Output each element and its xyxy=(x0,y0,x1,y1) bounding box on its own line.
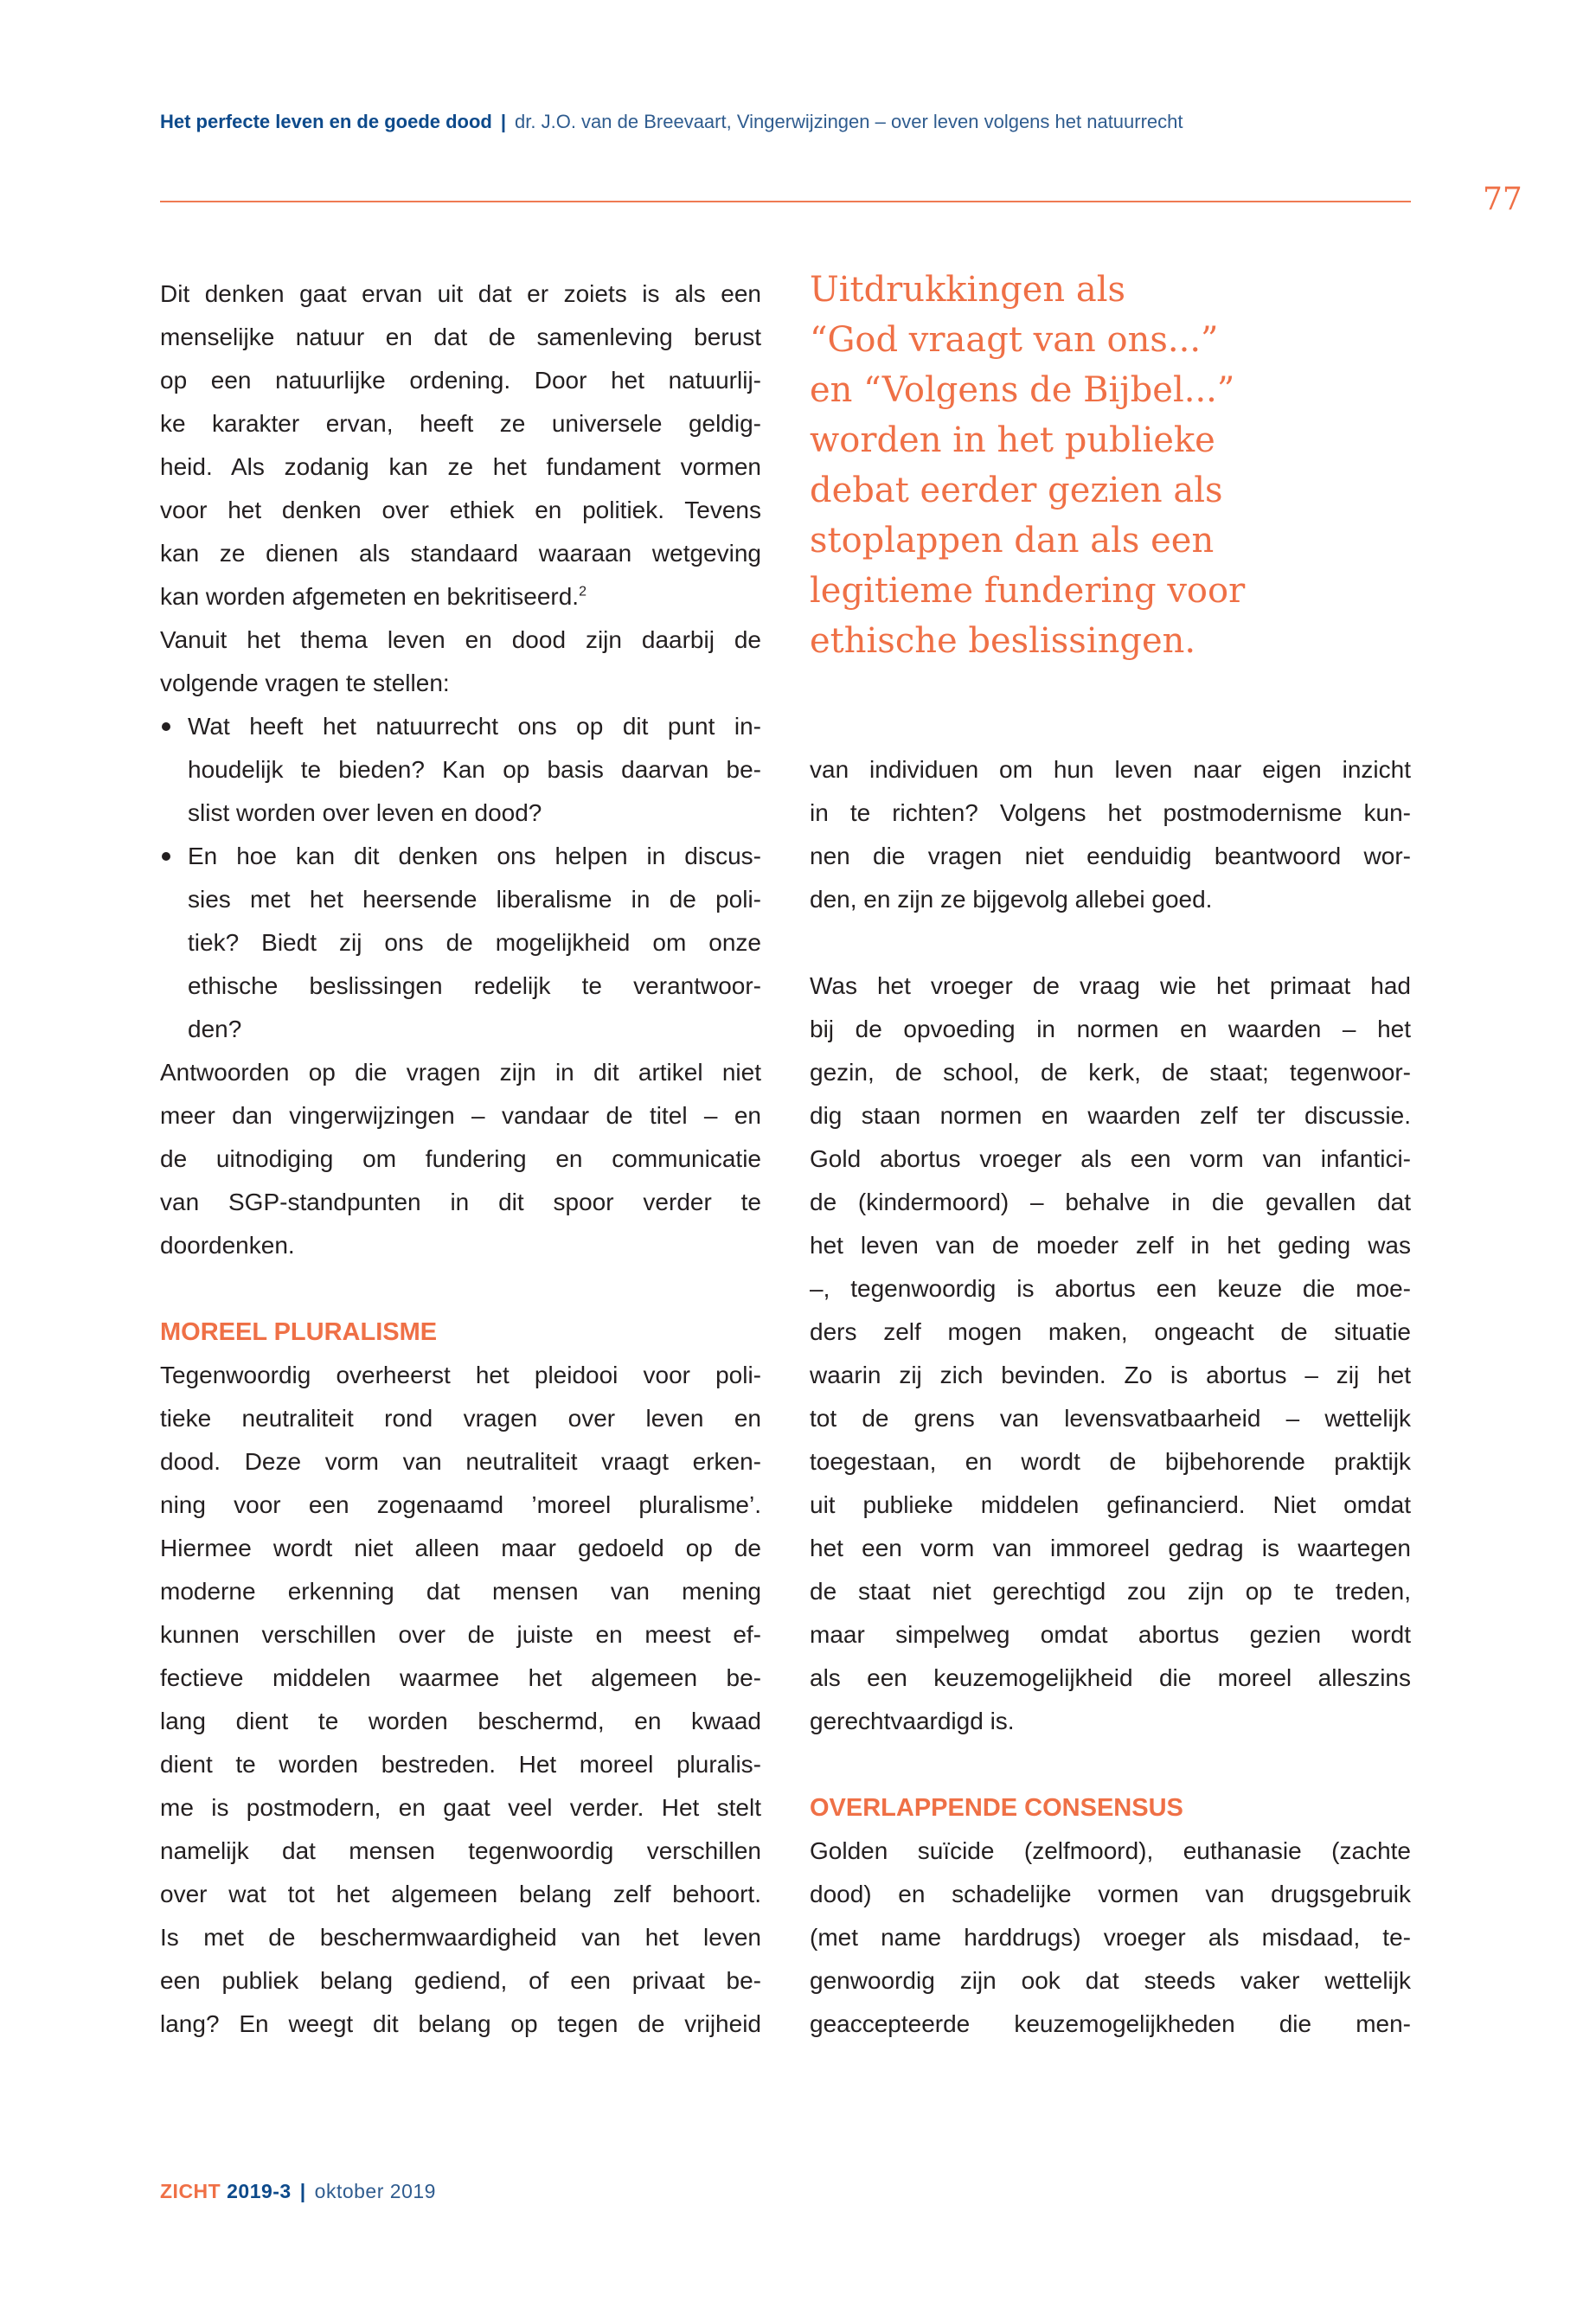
line-text: de uitnodiging om fundering en communicatie xyxy=(160,1145,761,1172)
line-text: houdelijk te bieden? Kan op basis daarvan be- xyxy=(188,756,761,783)
bullet-line xyxy=(160,835,761,878)
text-line xyxy=(160,402,761,445)
bullet-line xyxy=(160,792,761,835)
text-line xyxy=(810,1181,1411,1224)
pull-quote-line: Uitdrukkingen als xyxy=(810,270,1126,310)
line-text: ethische beslissingen redelijk te verantwoor- xyxy=(188,972,761,999)
text-line xyxy=(160,359,761,402)
text-line xyxy=(810,1008,1411,1051)
text-line xyxy=(160,1397,761,1440)
line-text: bij de opvoeding in normen en waarden – het xyxy=(810,1016,1411,1042)
text-line xyxy=(810,835,1411,878)
line-text: kan ze dienen als standaard waaraan wetgeving xyxy=(160,540,761,567)
text-line xyxy=(810,792,1411,835)
text-line xyxy=(810,1440,1411,1484)
text-line xyxy=(160,575,761,619)
text-line xyxy=(810,1311,1411,1354)
line-text: lang dient te worden beschermd, en kwaad xyxy=(160,1708,761,1734)
footer-separator: | xyxy=(299,2180,306,2202)
text-line xyxy=(160,1138,761,1181)
line-text: de (kindermoord) – behalve in die gevallen dat xyxy=(810,1189,1411,1215)
text-line xyxy=(160,1916,761,1959)
line-text: nen die vragen niet eenduidig beantwoord wor- xyxy=(810,843,1411,869)
text-line xyxy=(810,1613,1411,1657)
line-text: als een keuzemogelijkheid die moreel alleszins xyxy=(810,1664,1411,1691)
line-text: Antwoorden op die vragen zijn in dit artikel niet xyxy=(160,1059,761,1086)
text-line xyxy=(810,1224,1411,1267)
text-line xyxy=(160,1224,761,1267)
line-text: dig staan normen en waarden zelf ter discussie. xyxy=(810,1102,1411,1129)
line-text: geaccepteerde keuzemogelijkheden die men- xyxy=(810,2010,1411,2037)
text-line xyxy=(160,662,761,705)
bullet-line xyxy=(160,1008,761,1051)
line-text: Wat heeft het natuurrecht ons op dit punt in- xyxy=(188,713,761,740)
bullet-line xyxy=(160,748,761,792)
line-text: dient te worden bestreden. Het moreel pluralis- xyxy=(160,1751,761,1778)
text-line xyxy=(810,1094,1411,1138)
text-line xyxy=(810,1570,1411,1613)
footer xyxy=(160,2180,436,2203)
line-text: over wat tot het algemeen belang zelf behoort. xyxy=(160,1881,761,1907)
text-line xyxy=(810,2003,1411,2046)
line-text: –, tegenwoordig is abortus een keuze die moe- xyxy=(810,1275,1411,1302)
bullet-line xyxy=(160,921,761,965)
line-text: (met name harddrugs) vroeger als misdaad, te- xyxy=(810,1924,1411,1951)
line-text: voor het denken over ethiek en politiek. Tevens xyxy=(160,497,761,523)
line-text: dood) en schadelijke vormen van drugsgebruik xyxy=(810,1881,1411,1907)
text-line xyxy=(810,1873,1411,1916)
line-text: gerechtvaardigd is. xyxy=(810,1708,1015,1734)
text-line xyxy=(160,1959,761,2003)
line-text: Is met de beschermwaardigheid van het leven xyxy=(160,1924,761,1951)
pull-quote-line: legitieme fundering voor xyxy=(810,571,1246,611)
line-text: kunnen verschillen over de juiste en meest ef- xyxy=(160,1621,761,1648)
section-heading: MOREEL PLURALISME xyxy=(160,1318,438,1346)
line-text: menselijke natuur en dat de samenleving berust xyxy=(160,324,761,350)
text-line xyxy=(160,2003,761,2046)
text-line xyxy=(810,1354,1411,1397)
pull-quote xyxy=(810,265,1433,666)
text-line xyxy=(160,1743,761,1786)
text-line xyxy=(160,1354,761,1397)
line-text: sies met het heersende liberalisme in de poli- xyxy=(188,886,761,913)
line-text: volgende vragen te stellen: xyxy=(160,670,450,696)
text-line xyxy=(160,1440,761,1484)
bullet-icon xyxy=(162,722,170,731)
text-line xyxy=(160,532,761,575)
text-line xyxy=(160,272,761,316)
line-text: uit publieke middelen gefinancierd. Niet omdat xyxy=(810,1491,1411,1518)
text-line xyxy=(810,1916,1411,1959)
bullet-line xyxy=(160,705,761,748)
line-text: Golden suïcide (zelfmoord), euthanasie (zachte xyxy=(810,1837,1411,1864)
text-line xyxy=(810,1397,1411,1440)
page-number: 77 xyxy=(1483,182,1522,217)
header-title: Het perfecte leven en de goede dood xyxy=(160,111,492,132)
line-text: Vanuit het thema leven en dood zijn daarbij de xyxy=(160,626,761,653)
text-line xyxy=(810,1527,1411,1570)
text-line xyxy=(810,1830,1411,1873)
line-text: dood. Deze vorm van neutraliteit vraagt erken- xyxy=(160,1448,761,1475)
text-line xyxy=(160,489,761,532)
line-text: het een vorm van immoreel gedrag is waartegen xyxy=(810,1535,1411,1561)
text-line xyxy=(160,1613,761,1657)
line-text: heid. Als zodanig kan ze het fundament vormen xyxy=(160,453,761,480)
line-text: een publiek belang gediend, of een privaat be- xyxy=(160,1967,761,1994)
line-text: namelijk dat mensen tegenwoordig verschillen xyxy=(160,1837,761,1864)
line-text: in te richten? Volgens het postmodernisme kun- xyxy=(810,799,1411,826)
paragraph-gap xyxy=(810,1743,1411,1786)
line-text: ders zelf mogen maken, ongeacht de situatie xyxy=(810,1318,1411,1345)
text-line xyxy=(160,1570,761,1613)
text-line xyxy=(810,1138,1411,1181)
footer-date: oktober 2019 xyxy=(314,2180,436,2202)
text-line xyxy=(160,619,761,662)
line-text: waarin zij zich bevinden. Zo is abortus – zij het xyxy=(810,1362,1411,1388)
footer-issue: 2019-3 xyxy=(227,2180,292,2202)
footnote-marker: 2 xyxy=(579,584,586,599)
line-text: tieke neutraliteit rond vragen over leven en xyxy=(160,1405,761,1432)
line-text: van individuen om hun leven naar eigen inzicht xyxy=(810,756,1411,783)
bullet-line xyxy=(160,965,761,1008)
text-line xyxy=(810,878,1411,921)
text-line xyxy=(160,1181,761,1224)
line-text: den, en zijn ze bijgevolg allebei goed. xyxy=(810,886,1213,913)
line-text: ke karakter ervan, heeft ze universele geldig- xyxy=(160,410,761,437)
line-text: lang? En weegt dit belang op tegen de vrijheid xyxy=(160,2010,761,2037)
line-text: den? xyxy=(188,1016,242,1042)
line-text: de staat niet gerechtigd zou zijn op te treden, xyxy=(810,1578,1411,1605)
line-text: gezin, de school, de kerk, de staat; tegenwoor- xyxy=(810,1059,1411,1086)
bullet-line xyxy=(160,878,761,921)
line-text: van SGP-standpunten in dit spoor verder te xyxy=(160,1189,761,1215)
section-heading: OVERLAPPENDE CONSENSUS xyxy=(810,1794,1183,1822)
line-text: kan worden afgemeten en bekritiseerd. xyxy=(160,583,580,610)
text-line xyxy=(810,1267,1411,1311)
header-subtitle: dr. J.O. van de Breevaart, Vingerwijzingen – over leven volgens het natuurrecht xyxy=(515,111,1183,132)
line-text: moderne erkenning dat mensen van mening xyxy=(160,1578,761,1605)
paragraph-gap xyxy=(160,1267,761,1311)
text-line xyxy=(160,445,761,489)
line-text: Hiermee wordt niet alleen maar gedoeld op de xyxy=(160,1535,761,1561)
text-line xyxy=(160,1873,761,1916)
line-text: tiek? Biedt zij ons de mogelijkheid om onze xyxy=(188,929,761,956)
text-line xyxy=(810,1484,1411,1527)
line-text: op een natuurlijke ordening. Door het natuurlij- xyxy=(160,367,761,394)
paragraph-gap xyxy=(810,921,1411,965)
pull-quote-line: stoplappen dan als een xyxy=(810,521,1215,561)
header-separator: | xyxy=(500,111,507,132)
text-line xyxy=(160,1657,761,1700)
text-line xyxy=(810,1959,1411,2003)
line-text: toegestaan, en wordt de bijbehorende praktijk xyxy=(810,1448,1411,1475)
line-text: het leven van de moeder zelf in het geding was xyxy=(810,1232,1411,1259)
pull-quote-line: en “Volgens de Bijbel...” xyxy=(810,370,1235,410)
line-text: genwoordig zijn ook dat steeds vaker wettelijk xyxy=(810,1967,1411,1994)
pull-quote-line: “God vraagt van ons...” xyxy=(810,320,1219,360)
pull-quote-line: ethische beslissingen. xyxy=(810,621,1196,661)
line-text: doordenken. xyxy=(160,1232,295,1259)
text-line xyxy=(810,1051,1411,1094)
text-line xyxy=(810,1700,1411,1743)
left-column xyxy=(160,272,761,2046)
text-line xyxy=(160,1830,761,1873)
line-text: meer dan vingerwijzingen – vandaar de titel – en xyxy=(160,1102,761,1129)
line-text: Tegenwoordig overheerst het pleidooi voor poli- xyxy=(160,1362,761,1388)
text-line xyxy=(160,316,761,359)
pull-quote-line: worden in het publieke xyxy=(810,420,1215,460)
header-rule xyxy=(160,201,1411,202)
text-line xyxy=(160,1051,761,1094)
line-text: Dit denken gaat ervan uit dat er zoiets is als een xyxy=(160,280,761,307)
line-text: slist worden over leven en dood? xyxy=(188,799,542,826)
bullet-icon xyxy=(162,852,170,861)
pull-quote-line: debat eerder gezien als xyxy=(810,471,1223,510)
line-text: ning voor een zogenaamd ’moreel pluralisme’. xyxy=(160,1491,761,1518)
line-text: me is postmodern, en gaat veel verder. Het stelt xyxy=(160,1794,761,1821)
text-line xyxy=(160,1527,761,1570)
text-line xyxy=(810,1657,1411,1700)
text-line xyxy=(160,1094,761,1138)
running-header xyxy=(160,111,1183,133)
text-line xyxy=(160,1786,761,1830)
line-text: Was het vroeger de vraag wie het primaat had xyxy=(810,972,1411,999)
footer-magazine: ZICHT xyxy=(160,2180,221,2202)
text-line xyxy=(160,1484,761,1527)
text-line xyxy=(810,965,1411,1008)
line-text: fectieve middelen waarmee het algemeen be- xyxy=(160,1664,761,1691)
line-text: maar simpelweg omdat abortus gezien wordt xyxy=(810,1621,1411,1648)
right-column xyxy=(810,748,1411,2046)
line-text: En hoe kan dit denken ons helpen in discus- xyxy=(188,843,761,869)
line-text: Gold abortus vroeger als een vorm van infantici- xyxy=(810,1145,1411,1172)
text-line xyxy=(810,748,1411,792)
text-line xyxy=(160,1700,761,1743)
line-text: tot de grens van levensvatbaarheid – wettelijk xyxy=(810,1405,1411,1432)
